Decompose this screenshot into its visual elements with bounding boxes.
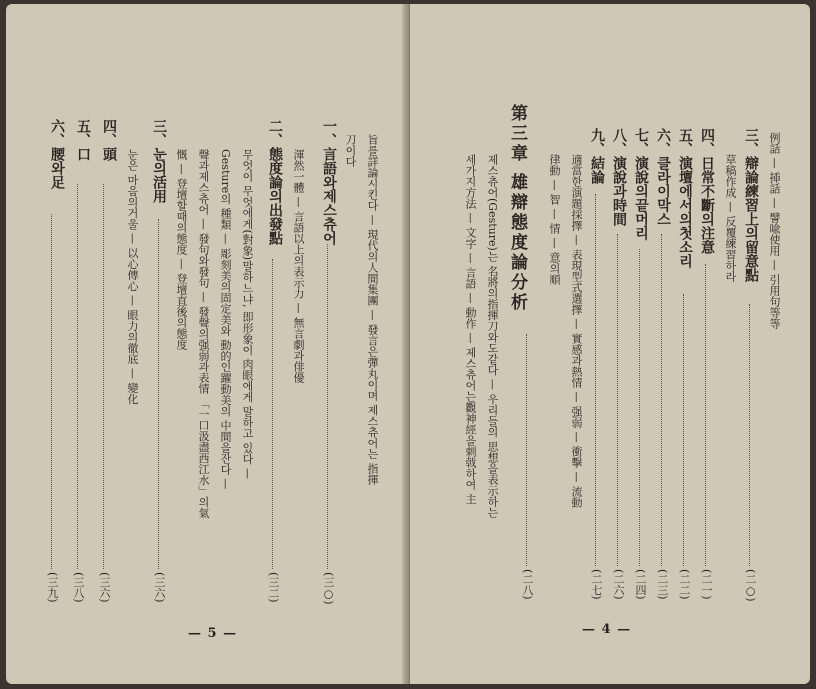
- leader-dots: [661, 234, 662, 566]
- leader-dots: [51, 214, 52, 569]
- leader-dots: [272, 259, 273, 569]
- chapter-title: 第三章 雄辯態度論分析: [507, 104, 527, 313]
- toc-section: 二、態度論의出發點: [267, 119, 283, 245]
- page-number: (二一): [700, 569, 713, 600]
- toc-section: 五、演壇에서의첫소리: [677, 128, 693, 268]
- page-number: (三八): [72, 572, 85, 603]
- toc-section: 八、演說과時間: [611, 128, 627, 226]
- leader-dots: [617, 234, 618, 566]
- page-number: (二四): [634, 569, 647, 600]
- leader-dots: [77, 184, 78, 569]
- toc-line: 무엇이 무엇에게(對象)말하느냐, 即形象이 肉眼에게 말하고 있다 —: [241, 149, 254, 480]
- toc-line: 제스츄어(Gesture)는 名將의指揮刀와도같다 — 우리들의 思想을表示하는: [486, 154, 499, 518]
- toc-section: 三、辯論練習上의留意點: [743, 128, 759, 282]
- leader-dots: [683, 294, 684, 566]
- page-number: (二七): [590, 569, 603, 600]
- toc-line: 刀이다: [344, 134, 357, 167]
- page-number: (三二): [267, 572, 280, 603]
- toc-line: 律動 — 智 — 情 — 意의順: [548, 154, 561, 285]
- page-number: (三六): [153, 572, 166, 603]
- leader-dots: [158, 219, 159, 569]
- toc-line: 세가지方法 — 文字 — 言語 — 動作 — 제스츄어는觀神經을刺戟하여 主: [464, 154, 477, 505]
- toc-line: 눈은 마음의거울 — 以心傳心 — 眼力의徹底 — 變化: [126, 149, 139, 405]
- page-number: (三九): [46, 572, 59, 603]
- page-number: (三六): [98, 572, 111, 603]
- toc-line: 慨 — 登壇할때의態度 — 登壇直後의態度: [175, 149, 188, 350]
- toc-line: Gesture의 種類 — 彫刻美의固定美와 動的인躍動美의 中間을잔다 —: [219, 149, 232, 490]
- toc-section: 四、頭: [101, 119, 117, 161]
- left-page: [6, 4, 408, 684]
- page-number: (三○): [322, 572, 335, 605]
- toc-section: 四、日常不斷의注意: [699, 128, 715, 254]
- page-number: (二八): [521, 569, 534, 600]
- toc-section: 五、口: [75, 119, 91, 161]
- toc-section: 六、腰와足: [49, 119, 65, 189]
- toc-section: 九、結論: [589, 128, 605, 184]
- leader-dots: [749, 304, 750, 566]
- toc-line: 旨를詳論시킨다 — 現代의人間集團 — 發言은彈丸이며 제스츄어는 指揮: [366, 134, 379, 485]
- leader-dots: [526, 334, 527, 566]
- page-number: (二○): [744, 569, 757, 602]
- book-spread: [6, 4, 810, 684]
- right-page: [410, 4, 810, 684]
- toc-line: 例話 — 揷話 — 譬喩使用 — 引用句等等: [768, 132, 781, 329]
- leader-dots: [103, 184, 104, 569]
- page-number: (二六): [612, 569, 625, 600]
- toc-line: 聲과제스츄어 — 發句와發句 — 發聲의强弱과表情 「一口汲盡西江水」의氣: [197, 149, 210, 519]
- page-number: (二二): [678, 569, 691, 600]
- toc-line: 草稿作成 — 反覆練習하라: [724, 154, 737, 282]
- toc-line: 渾然一體 — 言語以上의表示力 — 無言劇과俳優: [292, 149, 305, 383]
- toc-section: 三、눈의活用: [151, 119, 167, 203]
- toc-line: 適當한演題採擇 — 表現型式選擇 — 實感과熱情 — 强弱 — 衝擊 — 流動: [570, 154, 583, 508]
- toc-section: 一、言語와제스츄어: [321, 119, 337, 245]
- leader-dots: [595, 194, 596, 566]
- leader-dots: [639, 249, 640, 566]
- leader-dots: [705, 264, 706, 566]
- page-number: (二三): [656, 569, 669, 600]
- toc-section: 七、演說의끝머리: [633, 128, 649, 240]
- page-folio: — 4 —: [582, 622, 632, 637]
- toc-section: 六、클라이막스: [655, 128, 671, 226]
- leader-dots: [327, 244, 328, 569]
- page-folio: — 5 —: [188, 626, 238, 641]
